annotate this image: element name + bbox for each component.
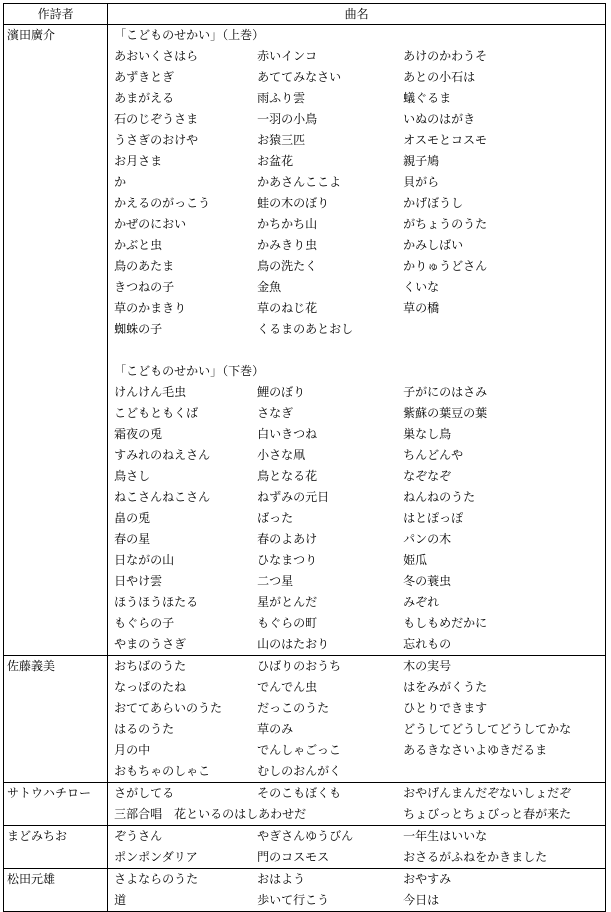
song-title: おやすみ: [403, 872, 452, 886]
song-title: おててあらいのうた: [114, 701, 223, 715]
song-title: かみしばい: [403, 238, 464, 252]
song-title: 金魚: [257, 280, 282, 294]
song-row: [114, 571, 603, 592]
author-name: まどみちお: [4, 826, 108, 869]
song-title: 山のはたおり: [257, 637, 330, 651]
song-title: かあさんここよ: [257, 175, 342, 189]
song-title: 子がにのはさみ: [403, 385, 488, 399]
song-row: [114, 826, 603, 847]
song-row: [114, 634, 603, 655]
song-title: 親子鳩: [403, 154, 440, 168]
song-title: 三部合唱 花といるのはしあわせだ: [114, 807, 307, 821]
song-title: おやげんまんだぞないしょだぞ: [403, 786, 572, 800]
author-column-header: 作詩者: [4, 4, 108, 25]
song-row: [114, 698, 603, 719]
song-row: [114, 382, 603, 403]
song-title: 姫瓜: [403, 553, 428, 567]
song-title: 今日は: [403, 893, 440, 907]
song-title: 小さな凧: [257, 448, 306, 462]
song-row: [114, 466, 603, 487]
song-row: [114, 508, 603, 529]
song-row: [114, 403, 603, 424]
song-title: あまがえる: [114, 91, 175, 105]
song-row: [114, 256, 603, 277]
song-title: おもちゃのしゃこ: [114, 764, 211, 778]
song-title: かぜのにおい: [114, 217, 187, 231]
song-title: 雨ふり雲: [257, 91, 306, 105]
song-title: もぐらの町: [257, 616, 318, 630]
song-title: [403, 761, 603, 782]
song-title: ねずみの元日: [257, 490, 330, 504]
song-title: かぶと虫: [114, 238, 163, 252]
song-title: 紫蘇の葉豆の葉: [403, 406, 488, 420]
author-section-row: [4, 869, 606, 912]
song-row: [114, 719, 603, 740]
song-title: 草のかまきり: [114, 301, 187, 315]
song-row: [114, 424, 603, 445]
song-title: すみれのねえさん: [114, 448, 211, 462]
song-title: くるまのあとおし: [257, 322, 354, 336]
song-list-sheet: [3, 3, 606, 905]
song-list: [108, 869, 606, 912]
song-title: あずきとぎ: [114, 70, 175, 84]
song-title: あおいくさはら: [114, 49, 199, 63]
song-title: お盆花: [257, 154, 294, 168]
song-list: [108, 783, 606, 826]
title-column-header: 曲名: [108, 4, 606, 25]
song-title: ひとりできます: [403, 701, 488, 715]
song-title: なっぱのたね: [114, 680, 187, 694]
song-title: やぎさんゆうびん: [257, 829, 354, 843]
song-title: か: [114, 175, 127, 189]
song-row: [114, 235, 603, 256]
song-title: やまのうさぎ: [114, 637, 187, 651]
song-title: かりゅうどさん: [403, 259, 488, 273]
song-title: 歩いて行こう: [257, 893, 330, 907]
song-title: 草の橋: [403, 301, 440, 315]
song-title: 巣なし鳥: [403, 427, 452, 441]
song-title: お猿三匹: [257, 133, 306, 147]
song-title: 二つ星: [257, 574, 294, 588]
song-title: オスモとコスモ: [403, 133, 488, 147]
song-title: 鯉のぼり: [257, 385, 306, 399]
song-title: お月さま: [114, 154, 163, 168]
song-title: あけのかわうそ: [403, 49, 488, 63]
song-title: 鳥さし: [114, 469, 151, 483]
song-title: こどもともくば: [114, 406, 199, 420]
song-row: [114, 46, 603, 67]
song-title: ねんねのうた: [403, 490, 476, 504]
song-title: あとの小石は: [403, 70, 476, 84]
song-title: はとぽっぽ: [403, 511, 464, 525]
song-row: [114, 88, 603, 109]
song-title: 貝がら: [403, 175, 440, 189]
song-row: [114, 172, 603, 193]
song-title: いぬのはがき: [403, 112, 476, 126]
song-title: 春のよあけ: [257, 532, 318, 546]
song-title: かげぼうし: [403, 196, 464, 210]
author-section-row: [4, 826, 606, 869]
song-row: [114, 592, 603, 613]
table-body: [4, 25, 606, 912]
song-title: 鳥のあたま: [114, 259, 175, 273]
song-title: 蟻ぐるま: [403, 91, 452, 105]
song-title: さがしてる: [114, 786, 175, 800]
song-title: はるのうた: [114, 722, 175, 736]
song-title: ひなまつり: [257, 553, 318, 567]
song-title: なぞなぞ: [403, 469, 452, 483]
song-title: むしのおんがく: [257, 764, 342, 778]
song-title: 蜘蛛の子: [114, 322, 163, 336]
song-title: もぐらの子: [114, 616, 175, 630]
header-row: [4, 4, 606, 25]
song-title: おはよう: [257, 872, 306, 886]
volume-title: 「こどものせかい」（下巻）: [114, 364, 265, 378]
song-title: そのこもぼくも: [257, 786, 342, 800]
song-title: 木の実号: [403, 659, 452, 673]
song-row: [114, 67, 603, 88]
song-title: おちばのうた: [114, 659, 187, 673]
song-title: 草のみ: [257, 722, 294, 736]
song-title: [257, 804, 403, 825]
song-row: [114, 529, 603, 550]
song-title: 道: [114, 893, 127, 907]
song-title: ちんどんや: [403, 448, 464, 462]
song-title: 草のねじ花: [257, 301, 318, 315]
author-section-row: [4, 25, 606, 656]
volume-spacer: [114, 340, 603, 361]
song-title: 門のコスモス: [257, 850, 330, 864]
song-row: [114, 193, 603, 214]
song-list: [108, 826, 606, 869]
song-title: 一年生はいいな: [403, 829, 488, 843]
song-row: [114, 109, 603, 130]
song-title: 鳥の洗たく: [257, 259, 318, 273]
song-title: 白いきつね: [257, 427, 318, 441]
author-section-row: [4, 656, 606, 783]
author-name: 濱田廣介: [4, 25, 108, 656]
song-row: [114, 761, 603, 782]
song-list: [108, 656, 606, 783]
song-title: あててみなさい: [257, 70, 342, 84]
song-title: ちょびっとちょびっと春が来た: [403, 807, 572, 821]
song-title: パンの木: [403, 532, 452, 546]
song-title: 鳥となる花: [257, 469, 318, 483]
song-row: [114, 890, 603, 911]
song-title: ほうほうほたる: [114, 595, 199, 609]
song-title: 冬の蓑虫: [403, 574, 452, 588]
song-title: あるきなさいよゆきだるま: [403, 743, 548, 757]
song-row: [114, 277, 603, 298]
song-title: 星がとんだ: [257, 595, 318, 609]
song-title: 春の星: [114, 532, 151, 546]
song-row: [114, 214, 603, 235]
song-row: [114, 319, 603, 340]
song-title: みぞれ: [403, 595, 440, 609]
song-title: ねこさんねこさん: [114, 490, 211, 504]
song-title: 忘れもの: [403, 637, 452, 651]
song-row: [114, 677, 603, 698]
song-title: さなぎ: [257, 406, 294, 420]
song-title: もしもめだかに: [403, 616, 488, 630]
song-title: くいな: [403, 280, 440, 294]
song-row: [114, 130, 603, 151]
song-row: [114, 869, 603, 890]
song-row: [114, 740, 603, 761]
song-title: [403, 319, 603, 340]
song-row: [114, 445, 603, 466]
song-title: ばった: [257, 511, 294, 525]
song-row: [114, 298, 603, 319]
song-row: [114, 487, 603, 508]
song-title: 霜夜の兎: [114, 427, 163, 441]
song-table: [3, 3, 606, 912]
song-title: 石のじぞうさま: [114, 112, 199, 126]
song-title: けんけん毛虫: [114, 385, 187, 399]
song-title: はをみがくうた: [403, 680, 488, 694]
song-title: がちょうのうた: [403, 217, 488, 231]
song-title: おさるがふねをかきました: [403, 850, 548, 864]
song-row: [114, 804, 603, 825]
song-title: 日やけ雲: [114, 574, 163, 588]
song-title: うさぎのおけや: [114, 133, 199, 147]
song-title: 一羽の小鳥: [257, 112, 318, 126]
song-title: ポンポンダリア: [114, 850, 198, 864]
author-name: 佐藤義美: [4, 656, 108, 783]
song-title: かちかち山: [257, 217, 318, 231]
song-title: 畠の兎: [114, 511, 151, 525]
song-title: 月の中: [114, 743, 151, 757]
song-title: かえるのがっこう: [114, 196, 211, 210]
song-list: [108, 25, 606, 656]
song-title: ぞうさん: [114, 829, 163, 843]
song-title: 日ながの山: [114, 553, 175, 567]
author-section-row: [4, 783, 606, 826]
song-title: どうしてどうしてどうしてかな: [403, 722, 572, 736]
song-title: きつねの子: [114, 280, 175, 294]
volume-title: 「こどものせかい」（上巻）: [114, 28, 265, 42]
song-title: さよならのうた: [114, 872, 199, 886]
song-title: かみきり虫: [257, 238, 318, 252]
song-title: 蛙の木のぼり: [257, 196, 330, 210]
song-row: [114, 550, 603, 571]
song-title: だっこのうた: [257, 701, 330, 715]
author-name: 松田元雄: [4, 869, 108, 912]
song-row: [114, 783, 603, 804]
song-row: [114, 613, 603, 634]
song-title: でんしゃごっこ: [257, 743, 341, 757]
author-name: サトウハチロー: [4, 783, 108, 826]
song-row: [114, 151, 603, 172]
song-title: でんでん虫: [257, 680, 318, 694]
song-row: [114, 656, 603, 677]
song-title: ひばりのおうち: [257, 659, 342, 673]
song-row: [114, 847, 603, 868]
song-title: 赤いインコ: [257, 49, 318, 63]
